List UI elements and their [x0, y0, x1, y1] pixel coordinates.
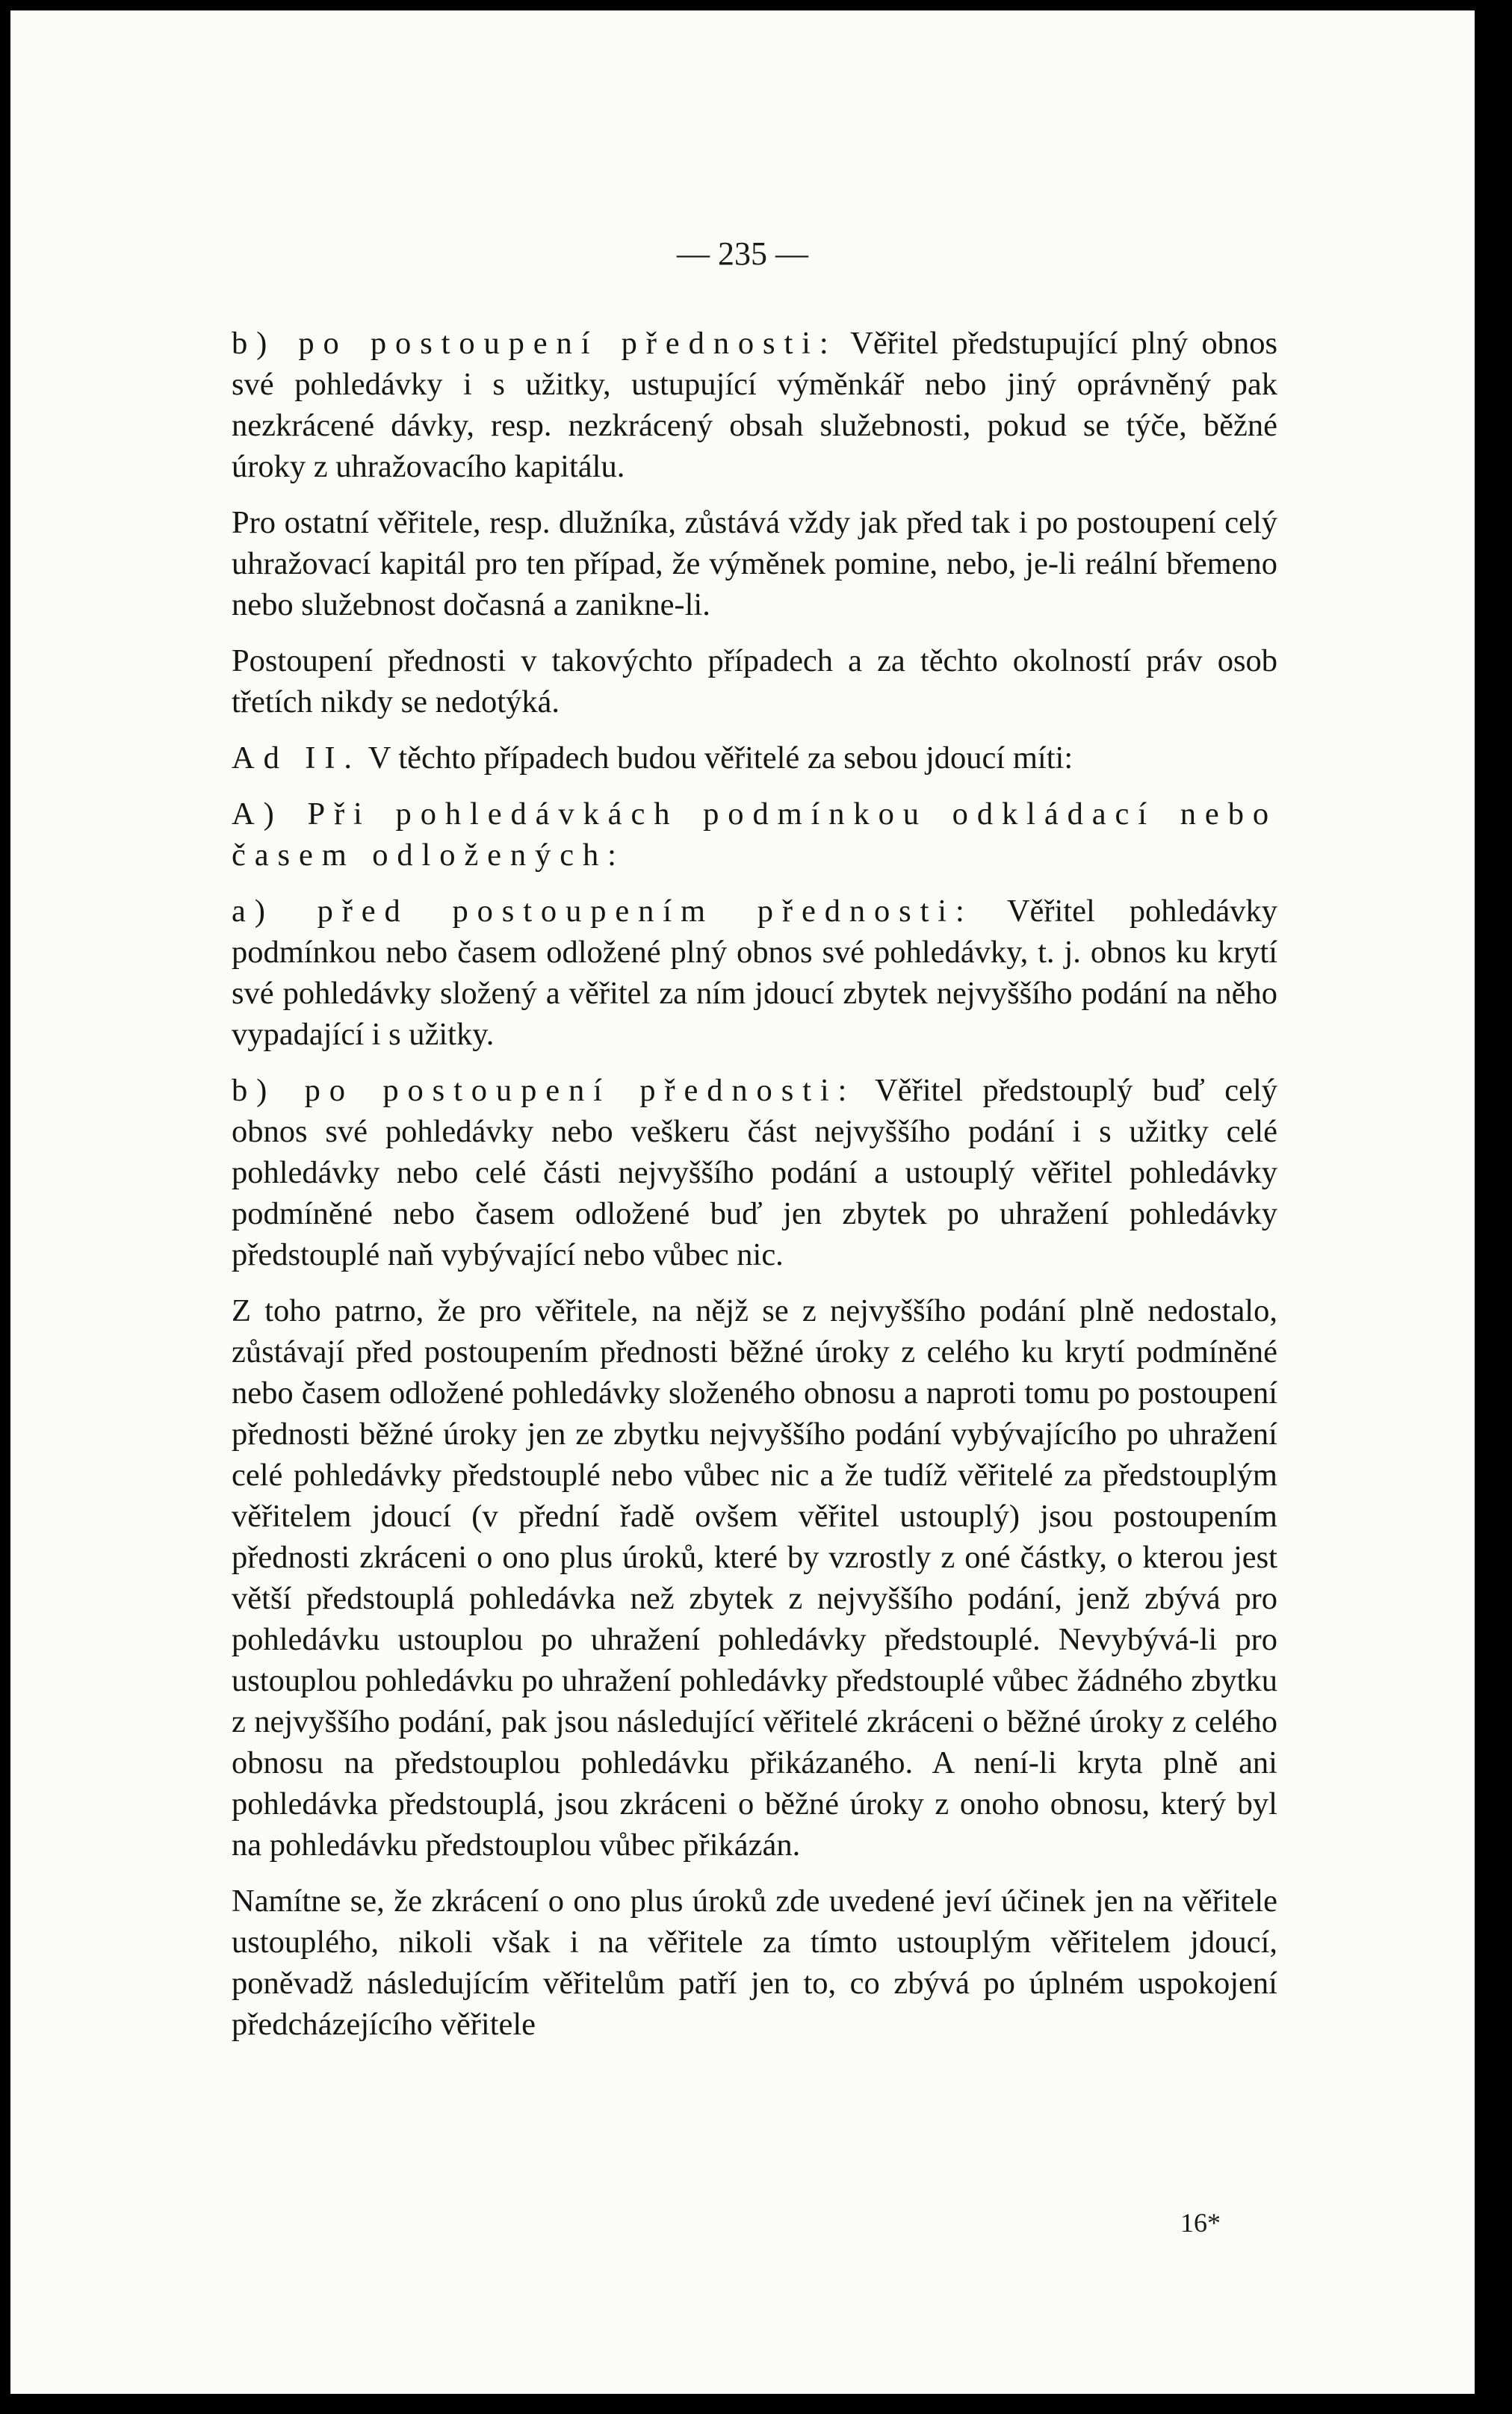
spaced-heading: Ad II. — [232, 740, 361, 776]
page-number: — 235 — — [677, 235, 808, 272]
paragraph-6 — [232, 891, 1277, 1055]
paragraph-text: Věřitel pohledávky podmínkou nebo časem odložené plný obnos své pohledávky, t. j. obnos ku krytí své pohledávky složený a věřitel za ním jdoucí zbytek nejvyššího podání na něho vypadající i s užitky. — [232, 894, 1278, 1052]
paragraph-8: Z toho patrno, že pro věřitele, na nějž se z nejvyššího podání plně nedostalo, zůstávají před postoupením přednosti běžné úroky z celého ku krytí podmíněné nebo časem odložené pohledávky složeného obnosu a naproti tomu po postoupení přednosti běžné úroky jen ze zbytku nejvyššího podání vybývajícího po uhražení celé pohledávky předstouplé nebo vůbec nic a že tudíž věřitelé za předstouplým věřitelem jdoucí (v přední řadě ovšem věřitel ustouplý) jsou postoupením přednosti zkráceni o ono plus úroků, které by vzrostly z oné částky, o kterou jest větší předstouplá pohledávka než zbytek z nejvyššího podání, jenž zbývá pro pohledávku ustouplou po uhražení pohledávky předstouplé. Nevybývá-li pro ustouplou pohledávku po uhražení pohledávky předstouplé vůbec žádného zbytku z nejvyššího podání, pak jsou následující věřitelé zkráceni o běžné úroky z celého obnosu na předstouplou pohledávku přikázaného. A není-li kryta plně ani pohledávka předstouplá, jsou zkráceni o běžné úroky z onoho obnosu, který byl na pohledávku předstouplou vůbec přikázán. — [232, 1293, 1277, 1863]
scanned-page — [10, 10, 1475, 2394]
spaced-heading: b) po postoupení přednosti: — [232, 1073, 856, 1108]
paragraph-text: Věřitel předstupující plný obnos své pohledávky i s užitky, ustupující výměnkář nebo jiný oprávněný pak nezkrácené dávky, resp. nezkrácený obsah služebnosti, pokud se týče, běžné úroky z uhražovacího kapitálu. — [232, 326, 1277, 484]
spaced-heading: a) před postoupením přednosti: — [232, 894, 973, 929]
paragraph-3: Postoupení přednosti v takovýchto případech a za těchto okolností práv osob třetích nikdy se nedotýká. — [232, 643, 1277, 719]
spaced-heading: b) po postoupení přednosti: — [232, 326, 837, 361]
body-text — [232, 323, 1277, 2060]
printer-signature-mark: 16* — [1180, 2208, 1221, 2238]
paragraph-5: A) Při pohledávkách podmínkou odkládací nebo časem odložených: — [232, 796, 1277, 873]
paragraph-9: Namítne se, že zkrácení o ono plus úroků zde uvedené jeví účinek jen na věřitele ustouplého, nikoli však i na věřitele za tímto ustouplým věřitelem jdoucí, poněvadž následujícím věřitelům patří jen to, co zbývá po úplném uspokojení předcházejícího věřitele — [232, 1884, 1277, 2042]
paragraph-text: V těchto případech budou věřitelé za sebou jdoucí míti: — [360, 740, 1073, 776]
paragraph-4 — [232, 737, 1277, 779]
paragraph-7 — [232, 1070, 1277, 1275]
paragraph-text: Věřitel předstouplý buď celý obnos své pohledávky nebo veškeru část nejvyššího podání i s užitky celé pohledávky nebo celé části nejvyššího podání a ustouplý věřitel pohledávky podmíněné nebo časem odložené buď jen zbytek po uhražení pohledávky předstouplé naň vybývající nebo vůbec nic. — [232, 1073, 1277, 1272]
paragraph-1 — [232, 323, 1277, 487]
paragraph-2: Pro ostatní věřitele, resp. dlužníka, zůstává vždy jak před tak i po postoupení celý uhražovací kapitál pro ten případ, že výměnek pomine, nebo, je-li reální břemeno nebo služebnost dočasná a zanikne-li. — [232, 505, 1277, 622]
